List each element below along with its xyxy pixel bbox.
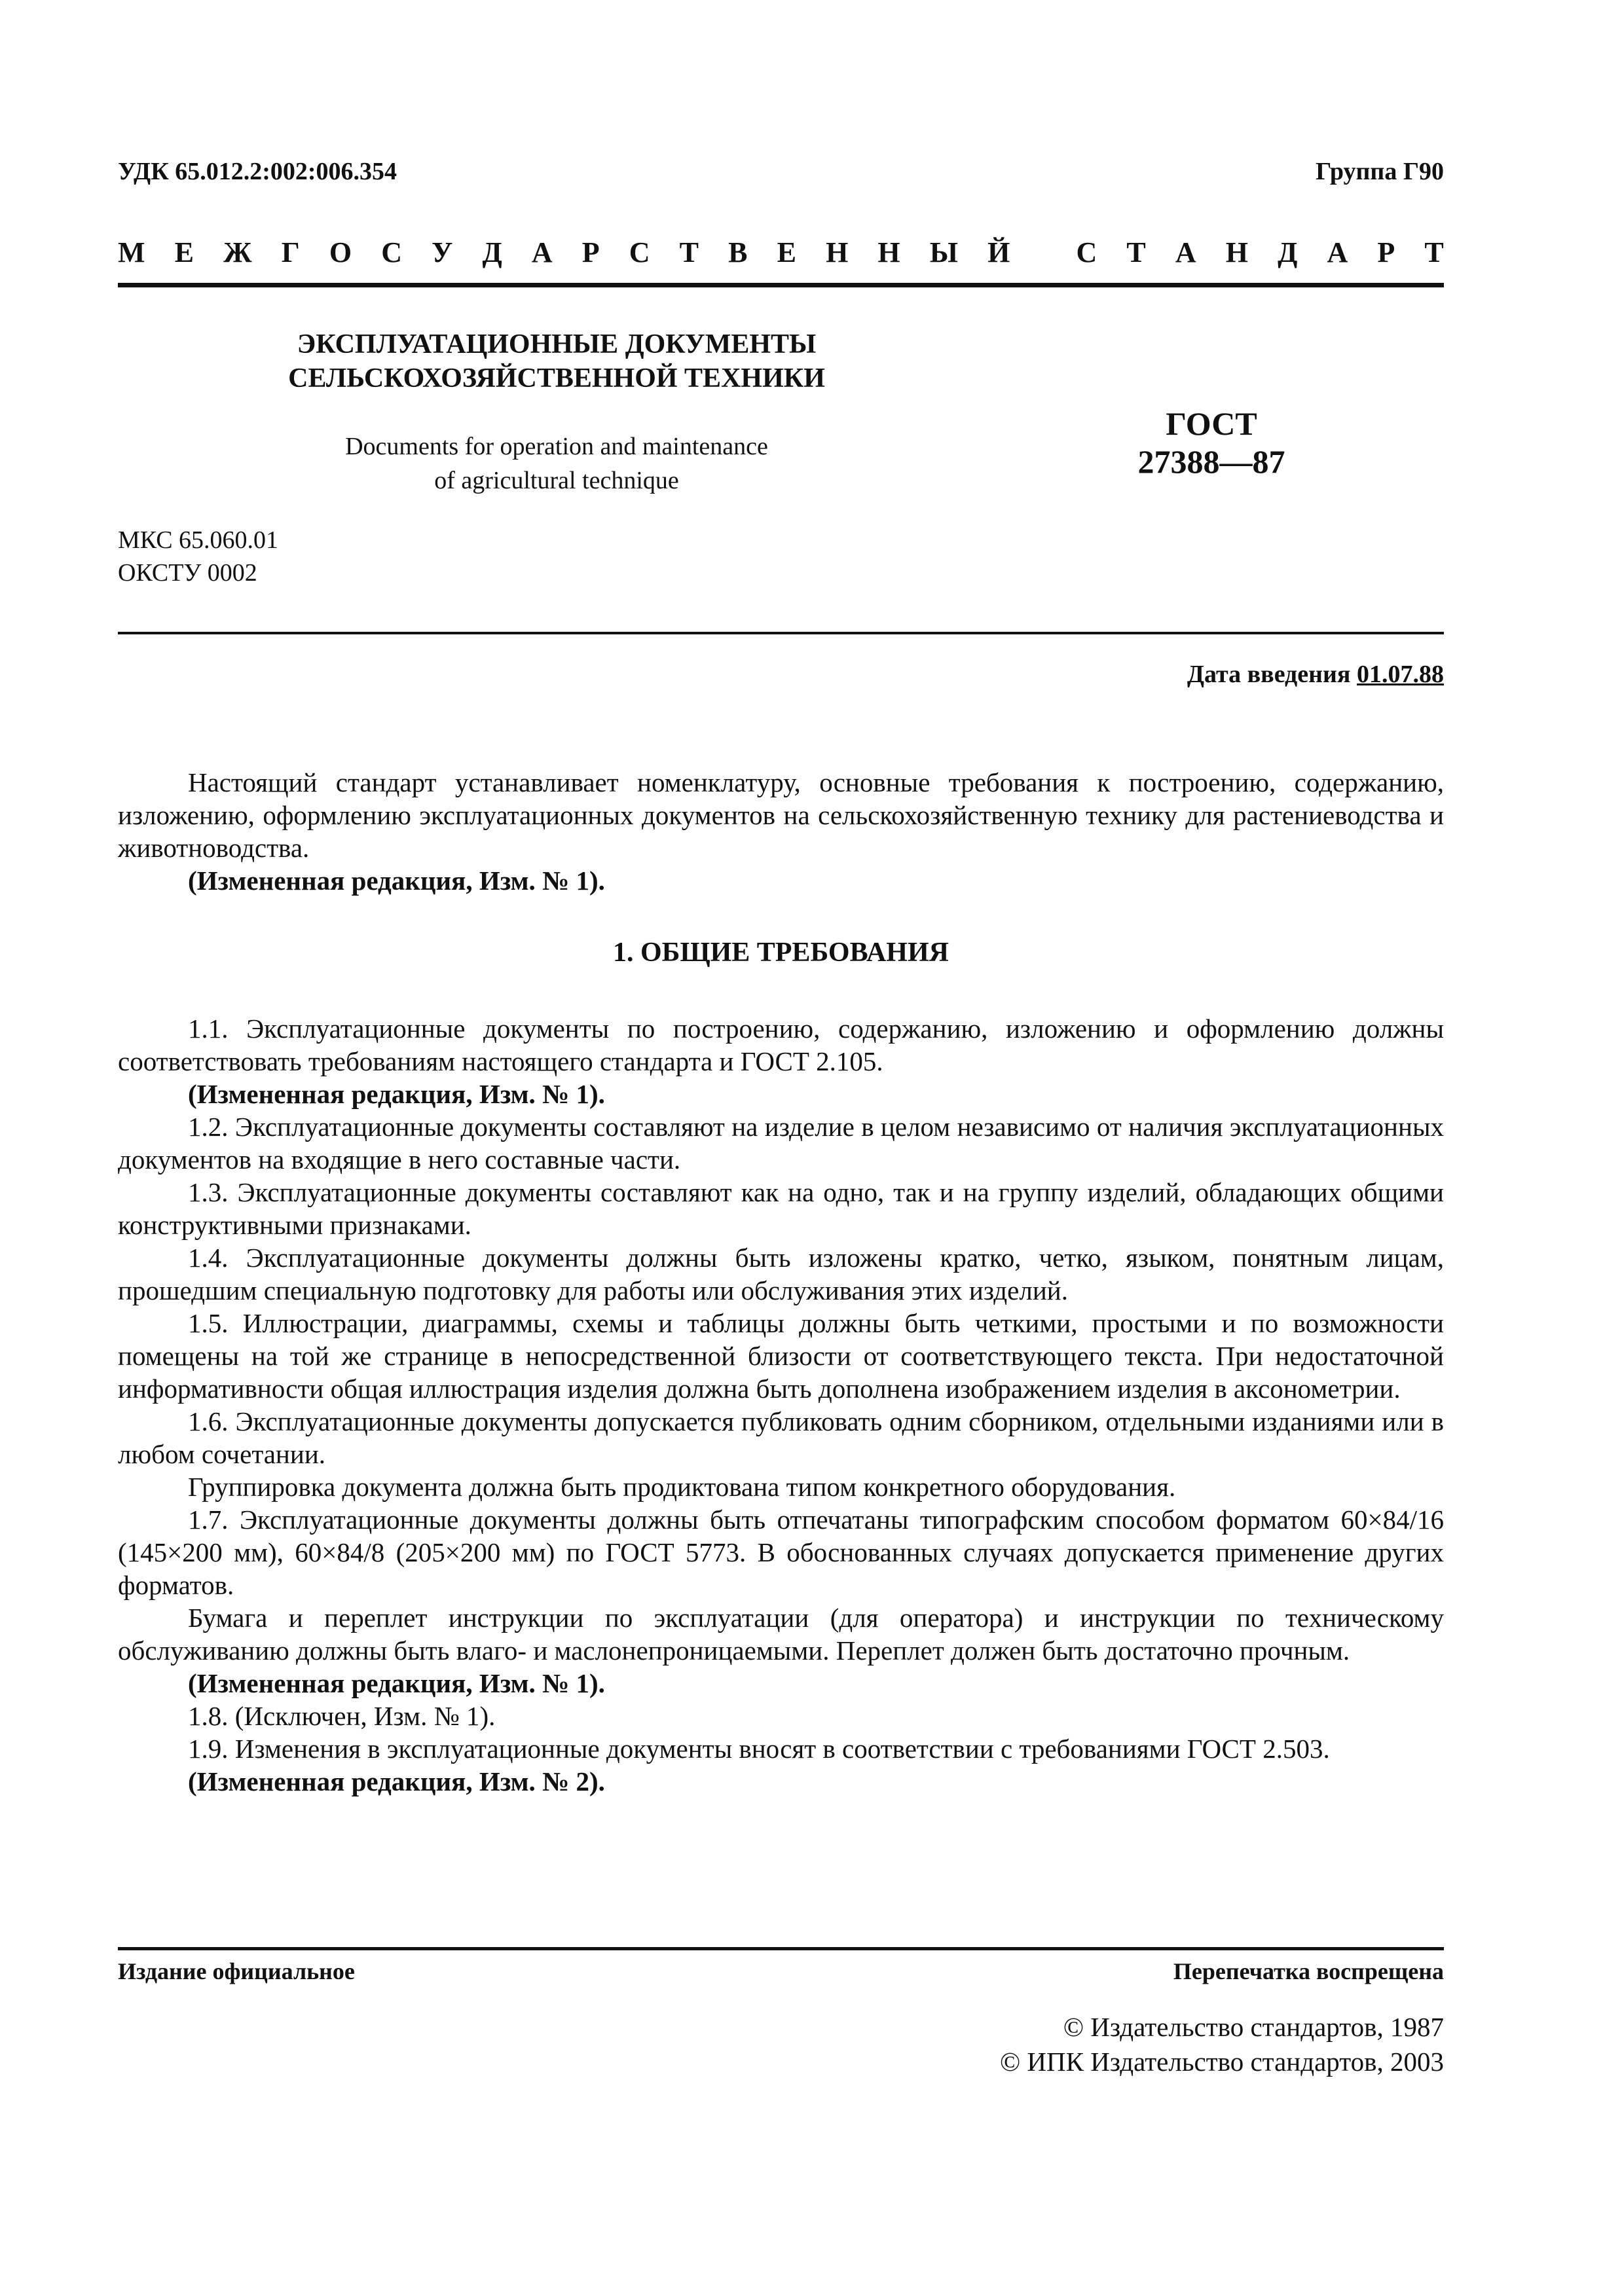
udk-code: УДК 65.012.2:002:006.354 [118, 158, 397, 185]
interstate-heading-letter: А [1175, 236, 1196, 268]
copyright-line-1: © Издательство стандартов, 1987 [1063, 2012, 1444, 2042]
interstate-heading-letter: Ж [223, 236, 252, 268]
intro-paragraph: Настоящий стандарт устанавливает номенклатуру, основные требования к построению, содержанию, изложению, оформлению эксплуатационных документов на сельскохозяйственную технику для растениеводства и животноводства. [118, 767, 1444, 863]
interstate-heading-letter: Р [1377, 236, 1395, 268]
interstate-heading-letter: Д [482, 236, 502, 268]
gost-designation [1048, 405, 1375, 481]
amendment-note: (Измененная редакция, Изм. № 1). [188, 1668, 605, 1698]
interstate-heading-letter: Г [281, 236, 300, 268]
copyright-block [1000, 2010, 1444, 2079]
copyright-line-2: © ИПК Издательство стандартов, 2003 [999, 2047, 1444, 2077]
clause-1-2: 1.2. Эксплуатационные документы составляют на изделие в целом независимо от наличия эксплуатационных документов на входящие в него составные части. [118, 1112, 1444, 1175]
gost-label: ГОСТ [1166, 405, 1257, 442]
official-edition-label: Издание официальное [118, 1958, 355, 1984]
interstate-heading-letter: Н [1225, 236, 1249, 268]
interstate-heading-letter: Р [581, 236, 600, 268]
interstate-heading-letter: Н [877, 236, 900, 268]
title-line-1: ЭКСПЛУАТАЦИОННЫЕ ДОКУМЕНТЫ [297, 329, 817, 359]
interstate-heading-letter: Ы [929, 236, 958, 268]
clause-1-1: 1.1. Эксплуатационные документы по построению, содержанию, изложению и оформлению должны соответствовать требованиям настоящего стандарта и ГОСТ 2.105. [118, 1013, 1444, 1076]
interstate-heading-letter: А [531, 236, 553, 268]
clause-1-7-continued: Бумага и переплет инструкции по эксплуатации (для оператора) и инструкции по техническому обслуживанию должны быть влаго- и маслонепроницаемыми. Переплет должен быть достаточно прочным. [118, 1603, 1444, 1666]
interstate-heading-letter: Н [826, 236, 849, 268]
document-body [118, 766, 1444, 1798]
date-value: 01.07.88 [1357, 661, 1444, 688]
clause-1-5: 1.5. Иллюстрации, диаграммы, схемы и таблицы должны быть четкими, простыми и по возможности помещены на той же странице в непосредственной близости от соответствующего текста. При недостаточной информативности общая иллюстрация изделия должна быть дополнена изображением изделия в аксонометрии. [118, 1308, 1444, 1404]
classification-codes [118, 524, 278, 589]
interstate-heading-letter: В [728, 236, 748, 268]
clause-1-6: 1.6. Эксплуатационные документы допускается публиковать одним сборником, отдельными изданиями или в любом сочетании. [118, 1406, 1444, 1469]
interstate-heading-letter: У [432, 236, 453, 268]
okstu-code: ОКСТУ 0002 [118, 559, 257, 587]
clause-1-8: 1.8. (Исключен, Изм. № 1). [188, 1701, 496, 1731]
interstate-heading-letter: С [1076, 236, 1097, 268]
reprint-prohibited-label: Перепечатка воспрещена [1173, 1958, 1444, 1984]
middle-rule [118, 632, 1444, 634]
document-title [229, 327, 884, 395]
interstate-heading-letter: Е [777, 236, 796, 268]
clause-1-3: 1.3. Эксплуатационные документы составляют как на одно, так и на группу изделий, обладающих общими конструктивными признаками. [118, 1177, 1444, 1240]
clause-1-7: 1.7. Эксплуатационные документы должны быть отпечатаны типографским способом форматом 60×84/16 (145×200 мм), 60×84/8 (205×200 мм) по ГОСТ 5773. В обоснованных случаях допускается применение других форматов. [118, 1504, 1444, 1600]
group-code: Группа Г90 [1316, 158, 1444, 185]
gost-number: 27388—87 [1137, 443, 1285, 480]
footer-rule [118, 1947, 1444, 1950]
clause-1-4: 1.4. Эксплуатационные документы должны быть изложены кратко, четко, языком, понятным лицам, прошедшим специальную подготовку для работы или обслуживания этих изделий. [118, 1243, 1444, 1305]
interstate-heading-letter: А [1327, 236, 1348, 268]
amendment-note: (Измененная редакция, Изм. № 1). [188, 866, 605, 896]
clause-1-9: 1.9. Изменения в эксплуатационные документы вносят в соответствии с требованиями ГОСТ 2.503. [188, 1734, 1330, 1764]
amendment-note: (Измененная редакция, Изм. № 2). [188, 1766, 605, 1796]
date-label: Дата введения [1187, 661, 1357, 688]
amendment-note: (Измененная редакция, Изм. № 1). [188, 1079, 605, 1109]
interstate-heading-letter [1039, 236, 1046, 269]
interstate-standard-heading [118, 236, 1444, 269]
clause-1-6-continued: Группировка документа должна быть продиктована типом конкретного оборудования. [188, 1472, 1176, 1502]
interstate-heading-letter: О [329, 236, 352, 268]
interstate-heading-letter: Т [679, 236, 699, 268]
title-en-line-1: Documents for operation and maintenance [345, 433, 768, 460]
title-line-2: СЕЛЬСКОХОЗЯЙСТВЕННОЙ ТЕХНИКИ [288, 363, 825, 393]
interstate-heading-letter: Т [1424, 236, 1444, 268]
document-title-english [229, 429, 884, 498]
interstate-heading-letter: Т [1126, 236, 1146, 268]
introduction-date [1187, 660, 1444, 689]
interstate-heading-letter: Е [174, 236, 194, 268]
interstate-heading-letter: Д [1278, 236, 1298, 268]
mks-code: МКС 65.060.01 [118, 526, 279, 554]
title-en-line-2: of agricultural technique [434, 467, 679, 494]
section-title: 1. ОБЩИЕ ТРЕБОВАНИЯ [613, 938, 949, 968]
top-rule [118, 283, 1444, 287]
interstate-heading-letter: Й [987, 236, 1010, 268]
interstate-heading-letter: С [381, 236, 402, 268]
interstate-heading-letter: М [118, 236, 145, 268]
interstate-heading-letter: С [629, 236, 650, 268]
